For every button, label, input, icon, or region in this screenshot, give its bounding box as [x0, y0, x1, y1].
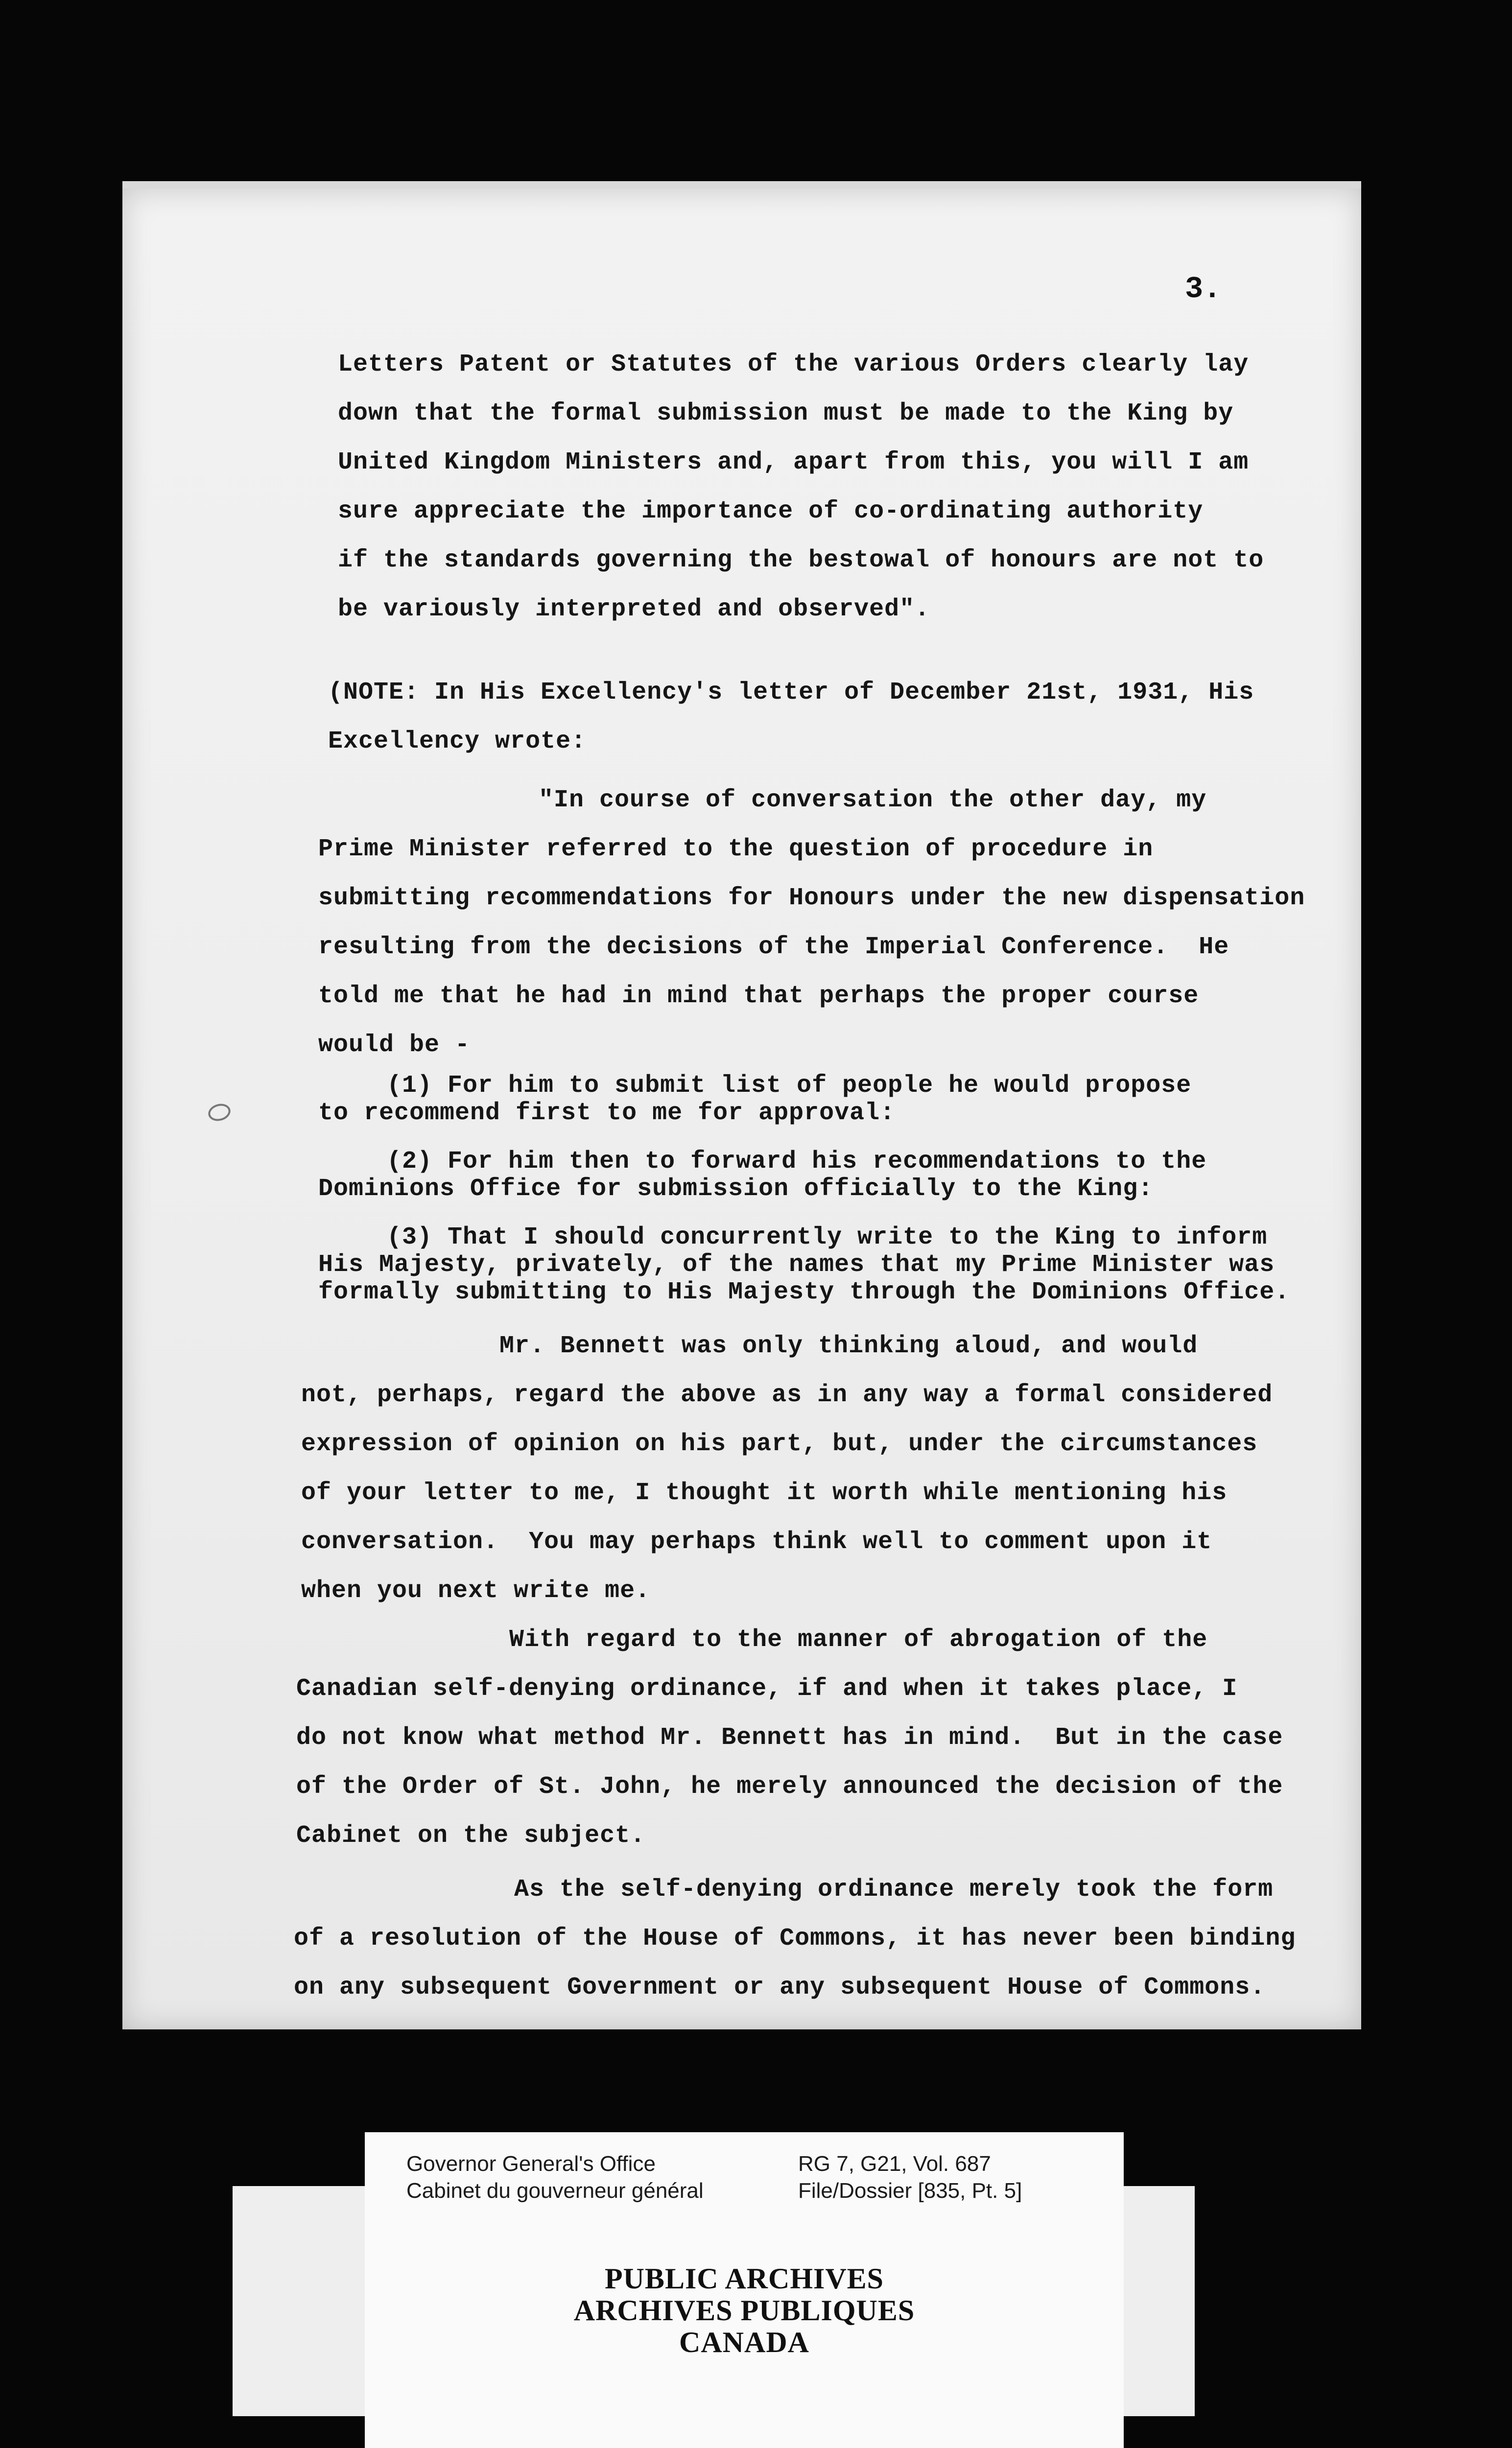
- text-line: conversation. You may perhaps think well to comment upon it: [301, 1528, 1212, 1556]
- text-line: would be -: [318, 1031, 471, 1059]
- text-line: do not know what method Mr. Bennett has in mind. But in the case: [296, 1724, 1283, 1752]
- text-line: sure appreciate the importance of co-ordinating authority: [338, 497, 1204, 525]
- archives-french: ARCHIVES PUBLIQUES: [573, 2294, 915, 2327]
- text-line: of a resolution of the House of Commons, it has never been binding: [294, 1925, 1296, 1953]
- archives-english: PUBLIC ARCHIVES: [604, 2262, 884, 2295]
- text-line: With regard to the manner of abrogation of the: [509, 1626, 1208, 1654]
- text-line: of your letter to me, I thought it worth while mentioning his: [301, 1479, 1228, 1507]
- archives-country: CANADA: [679, 2326, 809, 2358]
- office-english: Governor General's Office: [406, 2152, 656, 2176]
- text-line: Prime Minister referred to the question of procedure in: [318, 835, 1154, 863]
- text-line: United Kingdom Ministers and, apart from this, you will I am: [338, 448, 1249, 476]
- text-line: Mr. Bennett was only thinking aloud, and would: [499, 1332, 1198, 1360]
- archive-reference: RG 7, G21, Vol. 687: [798, 2152, 991, 2176]
- text-line: (3) That I should concurrently write to the King to inform: [387, 1224, 1268, 1251]
- text-line: of the Order of St. John, he merely announced the decision of the: [296, 1773, 1283, 1801]
- text-line: Dominions Office for submission officially to the King:: [318, 1175, 1154, 1203]
- text-line: to recommend first to me for approval:: [318, 1099, 896, 1127]
- text-line: on any subsequent Government or any subsequent House of Commons.: [294, 1974, 1266, 2001]
- text-line: "In course of conversation the other day, my: [539, 786, 1207, 814]
- text-line: resulting from the decisions of the Imperial Conference. He: [318, 933, 1229, 961]
- text-line: His Majesty, privately, of the names that my Prime Minister was: [318, 1251, 1275, 1279]
- text-line: (2) For him then to forward his recommendations to the: [387, 1148, 1207, 1176]
- text-line: Excellency wrote:: [328, 728, 587, 755]
- text-line: Letters Patent or Statutes of the various Orders clearly lay: [338, 351, 1249, 378]
- text-line: Cabinet on the subject.: [296, 1822, 646, 1850]
- text-line: told me that he had in mind that perhaps the proper course: [318, 982, 1199, 1010]
- page-number: 3.: [1185, 272, 1222, 306]
- text-line: not, perhaps, regard the above as in any way a formal considered: [301, 1381, 1273, 1409]
- text-line: if the standards governing the bestowal of honours are not to: [338, 546, 1264, 574]
- text-line: be variously interpreted and observed".: [338, 595, 930, 623]
- text-line: As the self-denying ordinance merely took the form: [514, 1876, 1274, 1904]
- text-line: (NOTE: In His Excellency's letter of December 21st, 1931, His: [328, 679, 1254, 706]
- text-line: expression of opinion on his part, but, under the circumstances: [301, 1430, 1258, 1458]
- office-french: Cabinet du gouverneur général: [406, 2179, 704, 2203]
- text-line: (1) For him to submit list of people he would propose: [387, 1072, 1192, 1100]
- text-line: when you next write me.: [301, 1577, 651, 1605]
- text-line: formally submitting to His Majesty through the Dominions Office.: [318, 1278, 1290, 1306]
- text-line: Canadian self-denying ordinance, if and when it takes place, I: [296, 1675, 1238, 1703]
- text-line: down that the formal submission must be made to the King by: [338, 400, 1234, 427]
- text-line: submitting recommendations for Honours under the new dispensation: [318, 884, 1305, 912]
- archive-file: File/Dossier [835, Pt. 5]: [798, 2179, 1022, 2203]
